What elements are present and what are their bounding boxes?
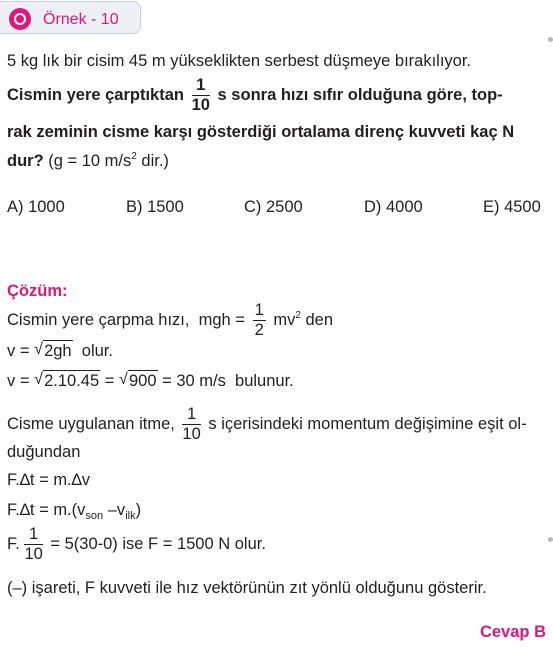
option-d[interactable]: D) 4000 [364,198,423,216]
solution-line-6: F.∆t = m.∆v [7,471,90,489]
option-b[interactable]: B) 1500 [126,198,184,216]
sqrt: √ 2gh [34,341,72,360]
solution-line-7: $F.\Delta t = m.(v_{son}$ $-v_{ilk}$) [7,501,142,522]
fraction: $\frac{1}{10}$ [191,76,210,115]
sqrt: √ 900 [118,371,157,390]
solution-line-9: (–) işareti, F kuvveti ile hız vektörünün zıt yönlü olduğunu gösterir. [7,579,487,597]
example-title: Örnek - 10 [43,11,119,28]
margin-dot [548,37,553,42]
option-e[interactable]: E) 4500 [483,198,541,216]
answer-label: Cevap B [479,623,546,641]
fraction: $\frac{1}{10}$ [24,525,43,564]
solution-heading: Çözüm: [7,282,68,300]
question-line-1: 5 kg lık bir cisim 45 m yükseklikten serbest düşmeye bırakılıyor. [7,52,471,70]
solution-line-8: F. $\frac{1}{10}$ = 5(30-0) ise F = 1500 N olur. [7,525,266,564]
margin-dot [548,537,553,542]
solution-line-3: v = √ 2.10.45 = √ 900 = 30 m/s bulunur. [7,371,294,390]
option-c[interactable]: C) 2500 [244,198,303,216]
question-line-2: Cismin yere çarptıktan $\frac{1}{10}$ s sonra hızı sıfır olduğuna göre, top- [7,76,503,115]
ring-icon [9,8,31,30]
question-line-4: dur? (g = 10 $m/s^2$ dir.) [7,151,169,170]
solution-line-4: Cisme uygulanan itme, $\frac{1}{10}$ s içerisindeki momentum değişimine eşit ol- [7,405,527,444]
question-line-3: rak zeminin cisme karşı gösterdiği ortalama direnç kuvveti kaç N [7,123,515,141]
fraction: $\frac{1}{2}$ [254,301,264,340]
option-a[interactable]: A) 1000 [7,198,65,216]
solution-line-2: v = √ 2gh olur. [7,341,113,360]
fraction: $\frac{1}{10}$ [182,405,201,444]
solution-line-1: Cismin yere çarpma hızı, mgh = $\frac{1}{2}$ $mv^2$ den [7,301,334,340]
example-header [0,1,141,34]
sqrt: √ 2.10.45 [34,371,100,390]
solution-line-5: duğundan [7,443,81,461]
